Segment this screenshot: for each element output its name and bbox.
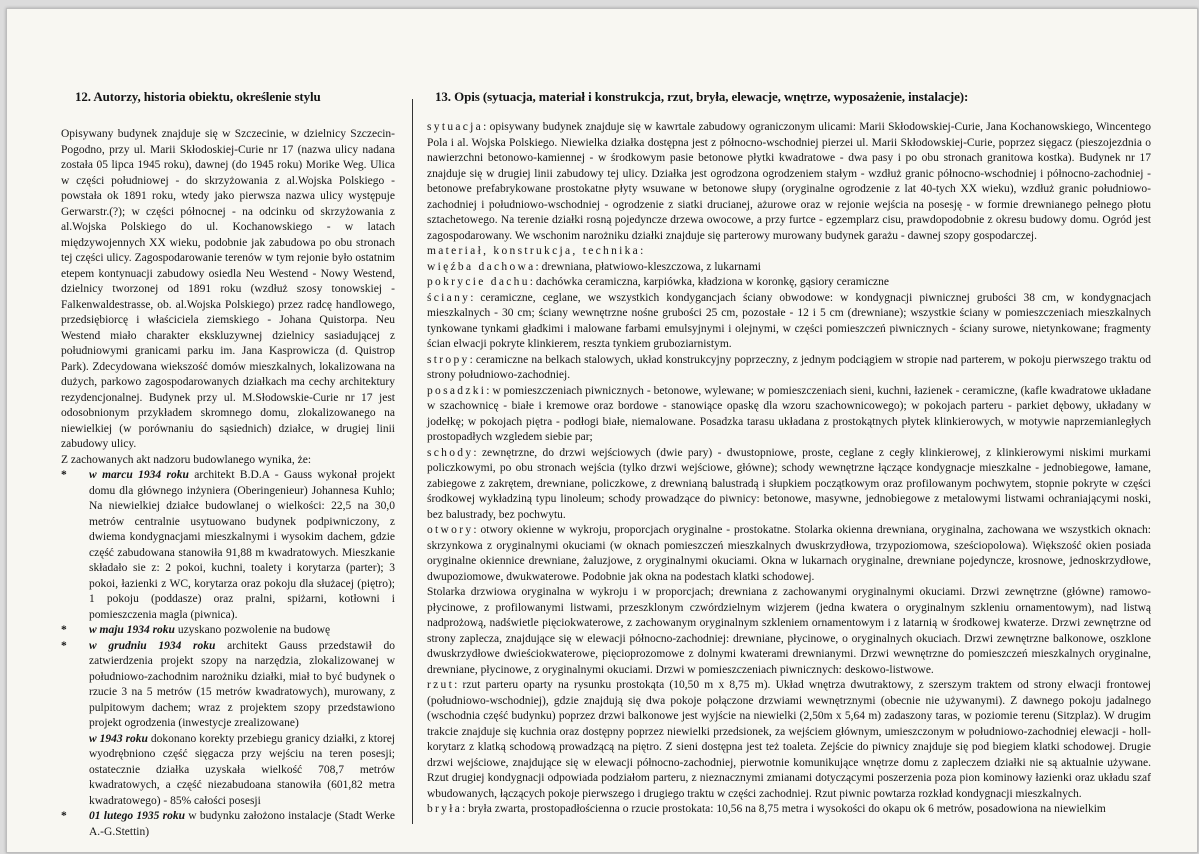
list-item [61,809,395,840]
desc-situation [427,120,1151,244]
desc-doors [427,585,1151,678]
desc-text: : otwory okienne w wykroju, proporcjach oryginalne - prostokatne. Stolarka okienna drewniana, oryginalna, zachowana we wszystkich oknach: skrzynkowa z oryginalnymi okuciami (w oknach pomieszczeń mieszkalnych dwuskrzydłowa, trzypoziomowa, sześciopolowa). Większość okien posiada oryginalne okiennice drewniane, żaluzjowe, z oryginalnymi okuciami. Okna w lukarnach oryginalne, drewniane pojedyncze, krosnowe, jednoskrzydłowe, dwupoziomowe, dwukwaterowe. Podobnie jak okna na podestach klatki schodowej. [427,524,1151,583]
desc-text: : bryła zwarta, prostopadłościenna o rzucie prostokata: 10,56 na 8,75 metra i wysokości do okapu ok 6 metrów, posadowiona na niewielkim [462,803,1106,815]
desc-text: Stolarka drzwiowa oryginalna w wykroju i w proporcjach; drewniana z zachowanymi oryginalnymi okuciami. Drzwi zewnętrzne (główne) ramowo-płycinowe, z profilowanymi listwami, przeszklonym czwórdzielnym wizjerem (jedna kwatera o oryginalnym szkleniu ornamentowym), nad listwą nadprożową, nadświetle pięciokwaterowe, z zachowanym oryginalnym szkleniem ornamentowym i z latarnią w środkowej kwaterze. Drzwi zewnętrzne od strony zaplecza, znajdujące się w elewacji północno-zachodniej: drewniane, płycinowe, o oryginalnych okuciach. Drzwi zewnętrzne balkonowe, oszklone dwuskrzydłowe dwieściokwaterowe, pięcioprozomowe z dolnymi kwaterami drewnianymi. Drzwi wewnętrzne do pomieszczeń mieszkalnych oryginalne, drewniane, płycinowe, z oryginalnymi okuciami. Drzwi w pomieszczeniach piwnicznych: deskowo-listwowe. [427,586,1151,676]
desc-label: ściany [427,291,471,304]
column-divider [412,99,413,824]
item-date: w maju 1934 roku [89,624,175,636]
desc-label: sytuacja [427,121,484,133]
desc-text: : [640,245,644,257]
bullet-mark: * [61,624,67,636]
desc-text: : dachówka ceramiczna, karpiówka, kładziona w koronkę, gąsiory ceramiczne [529,276,889,288]
desc-label: rzut [427,679,455,691]
acts-intro: Z zachowanych akt nadzoru budowlanego wynika, że: [61,453,312,466]
bullet-mark: * [61,469,67,481]
section-12-heading: 12. Autorzy, historia obiektu, określenie stylu [75,89,321,104]
list-item [61,623,395,639]
item-date: 01 lutego 1935 roku [89,810,186,822]
list-item [61,732,395,810]
desc-label: bryła [427,803,463,815]
bullet-mark: * [61,810,67,822]
item-date: w grudniu 1934 roku [89,639,216,652]
desc-label: pokrycie dachu [427,276,530,288]
document-page [6,8,1198,853]
desc-ceilings [427,353,1151,384]
desc-text: : opisywany budynek znajduje się w kawrtale zabudowy ograniczonym ulicami: Marii Skłodowskiej-Curie, Jana Kochanowskiego, Wincentego Pola i al. Wojska Polskiego. Niewielka działka dostępna jest z północno-wschodniej pierzei ul. Marii Skłodowskiej-Curie, poprzez sięgacz (pieszojezdnia o nawierzchni betonowo-kamiennej - w środkowym pasie betonowe płytki kwadratowe - dwa pasy i po obu stronach granitowa kostka). Budynek nr 17 znajduje się w drugiej linii zabudowy tej ulicy. Działka jest ogrodzona ogrodzeniem stałym - wzdłuż granic północno-wschodniej i północno-zachodniej - betonowe prefabrykowane prostokatne płyty wsuwane w betonowe słupy (oryginalne ogrodzenie z lat 40-tych XX wieku), wzdłuż granic południowo-zachodniej i południowo-wschodniej - ogrodzenie z siatki drucianej, ażurowe oraz w rejonie wejścia na posesję - w formie drewnianego pełnego płotu sztachetowego. Na terenie działki rosną pojedyncze drzewa owocowe, a przy furtce - egzemplarz cisu, prawdopodobnie z okresu budowy domu. Ogród jest zagospodarowany. We wschonim narożniku działki znajduje się parterowy murowany budynek garażu - dawnej szopy gospodarczej. [427,121,1151,242]
item-text: architekt Gauss przedstawił do zatwierdzenia projekt szopy na narzędzia, zlokalizowanej w południowo-zachodnim narożniku działki, miał to być budynek o rzucie 3 na 5 metrów (15 metrów kwadratowych), murowany, z pulpitowym dachem; wraz z projektem szopy przedstawiono projekt ogrodzenia (inwestycje zrealizowane) [89,639,395,729]
item-date: w 1943 roku [89,732,148,745]
desc-text: : ceramiczne, ceglane, we wszystkich kondygancjach ściany obwodowe: w kondygnacji piwnicznej grubości 38 cm, w kondygnacjach mieszkalnych - 30 cm; ściany wewnętrzne nośne grubości 25 cm, pozostałe - 12 i 5 cm (drewniane); wszystkie ściany w pomieszczeniach mieszkalnych tynkowane tynkami gładkimi i malowane farbami emulsyjnymi i olejnymi, w części pomieszczeń piwnicznych - ściany surowe, nietynkowane; fragmenty ścian elwacji pokryte klinkierem, reszta tynkiem gruboziarnistym. [427,291,1151,350]
desc-text: : rzut parteru oparty na rysunku prostokąta (10,50 m x 8,75 m). Układ wnętrza dwutraktowy, z szerszym traktem od strony elwacji frontowej (południowo-wschodniej), gdzie znajdują się dwa pokoje połączone drzwiami wewnętrznymi (obecnie nie używanymi). Z dawnego pokoju jadalnego (wschodnia część budynku) poprzez drzwi balkonowe jest wyjście na niewielki (2,50m x 5,64 m) zadaszony taras, w poziomie terenu (Sitzplaz). W drugim trakcie znajduje się kuchnia oraz dostępny poprzez niewielki przedsionek, za wejściem głównym, umieszczonym w południowo-zachodniej elewacji - holl-korytarz z klatką schodową prowadzącą na piętro. Z sieni dostępna jest też toaleta. Zejście do piwnicy znajduje się pod biegiem klatki schodowej. Drugie drzwi wejściowe, znajdujące się w elewacji północno-zachodniej, pierwotnie komunikujące wnętrze domu z zapleczem działki nie są aktualnie używane. Rzut drugiej kondygnacji odpowiada podziałom parteru, z nieznacznymi zmianami dotyczącymi poszerzenia poza pion kominowy łazienki oraz układu szaf wbudowanych, łączących pokoje pierwszego i drugiego traktu w części zachodniej. Rzut piwnic powtarza rozkład kondygnacji mieszkalnych. [427,679,1151,800]
item-text: architekt B.D.A - Gauss wykonał projekt domu dla głównego inżyniera (Oberingenieur) Johannesa Kuhlo; Na niewielkiej działce budowlanej o wielkości: 22,5 na 30,0 metrów centralnie usytuowano budynek podpiwniczony, z dwiema kondygnacjami mieszkalnymi i wysokim dachem, gdzie część zabudowana stanowiła 91,88 m kwadratowych. Mieszkanie składało sie z: 2 pokoi, kuchni, toalety i korytarza (parter); 3 pokoi, łazienki z WC, korytarza oraz pokoju dla służacej (piętro); 1 pokoju (poddasze) oraz pralni, spiżarni, kotłowni i pomieszczenia magla (piwnica). [89,469,395,621]
history-paragraph: Opisywany budynek znajduje się w Szczecinie, w dzielnicy Szczecin-Pogodno, przy ul. Marii Skłodoskiej-Curie nr 17 (nazwa ulicy nadana została 05 lipca 1945 roku), dawnej (do 1945 roku) Morike Weg. Ulica w części południowej - do skrzyżowania z al.Wojska Polskiego - powstała ok 1891 roku, wtedy jako pierwsza nazwa ulicy występuje Gerwarstr.(?); w części północnej - na odcinku od skrzyżowania z al.Wojska Polskiego do ul. Kochanowskiego - w latach międzywojennych XX wieku, podobnie jak zabudowa po obu stronach tej części ulicy. Zagospodarowanie terenów w tym rejonie było ostatnim etepem kontynuacji zabudowy osiedla Neu Westend - Nowy Westend, dzielnicy tworzonej od 1891 roku (wzdłuż szosy tonowskiej - Falkenwaldestrasse, ob. al.Wojska Polskiego) przez radcę handlowego, przedsiębiorcę i właściciela ziemskiego - Johana Quistorpa. Neu Westend miało charakter ekskluzywnej dzielnicy sasiadującej z południowymi granicami parku im. Jana Kasprowicza (d. Quistrop Park). Zdecydowana wiekszość domów mieszkalnych, lokalizowana na dużych, parkowo zagospodarowanych działkach ma cechy architektury rezydencjonalnej. Budynek przy ul. M.Słodowskie-Curie nr 17 jest odosobnionym przykładem skromnego domu, zlokalizowanego na niewielkiej (w porównaniu do sąsiednich) działce, w drugiej linii zabudowy ulicy. [61,128,395,450]
left-body [61,127,395,840]
right-body [427,120,1151,818]
desc-material [427,244,1151,260]
desc-label: schody [427,446,474,459]
item-text: uzyskano pozwolenie na budowę [174,624,331,636]
desc-plan [427,678,1151,802]
section-13-heading: 13. Opis (sytuacja, materiał i konstrukcja, rzut, bryła, elewacje, wnętrze, wyposażenie, instalacje): [435,89,969,104]
desc-text: : drewniana, płatwiowo-kleszczowa, z lukarnami [535,260,761,273]
desc-openings [427,523,1151,585]
desc-label: stropy [427,353,470,366]
item-date: w marcu 1934 roku [89,469,189,481]
desc-label: materiał, konstrukcja, technika [427,245,641,257]
item-text: w budynku założono instalacje (Stadt Werke A.-G.Stettin) [89,810,396,838]
item-text: dokonano korekty przebiegu granicy działki, z ktorej wyodrębniono część sięgacza przy wejściu na teren posesji; ostatecznie działka uzyskała wielkość 708,7 metrów kwadratowych, a część niezabudoana stanowiła (601,82 metra kwadratowego) - 85% całości posesji [89,732,396,807]
desc-label: otwory [427,524,474,536]
history-list [61,468,395,840]
right-column [427,89,1151,818]
desc-text: : zewnętrzne, do drzwi wejściowych (dwie pary) - dwustopniowe, proste, ceglane z cegły klinkierowej, z klinkierowymi niskimi murkami policzkowymi, po obu stronach wejścia (tylko drzwi wejściowe, główne); schody wewnętrzne łączące kondygnacje mieszkalne - jednobiegowe, łamane, zabiegowe z zakrętem, drewniane, policzkowe, z drewnianą balustradą i słupkiem początkowym oraz profilowanym pochwytem, stopnie pokryte w części środkowej wykładziną typu linoleum; schody prowadzące do piwnicy: betonowe, masywne, jednobiegowe z metalowymi listwami ochraniającymi noski, bez balustrady, bez pochwytu. [427,446,1151,521]
bullet-mark: * [61,639,67,652]
desc-massing [427,802,1151,818]
desc-walls [427,291,1151,353]
desc-roofing [427,275,1151,291]
desc-roof-truss [427,260,1151,276]
list-item [61,468,395,623]
desc-label: posadzki [427,384,487,397]
desc-floors [427,384,1151,446]
desc-stairs [427,446,1151,524]
list-item [61,639,395,732]
desc-text: : ceramiczne na belkach stalowych, układ konstrukcyjny poprzeczny, z jednym podciągiem w stropie nad parterem, w pokoju pierwszego traktu od strony południowo-zachodniej. [427,353,1151,381]
left-column [61,89,395,840]
desc-label: więźba dachowa [427,260,536,273]
desc-text: : w pomieszczeniach piwnicznych - betonowe, wylewane; w pomieszczeniach sieni, kuchni, łazienek - ceramiczne, (kafle kwadratowe układane w szachownicę - białe i kremowe oraz bordowe - stanowiące opaskę dla wzoru szachownicowego); w pokojach parteru - parkiet dębowy, układany w jodełkę; w pokojach piętra - podłogi białe, niemalowane. Posadzka tarasu układana z prostokątnych płytek klinkierowych, w motywie naprzemianległych prostopadłych wzgledem siebie par; [427,384,1151,443]
